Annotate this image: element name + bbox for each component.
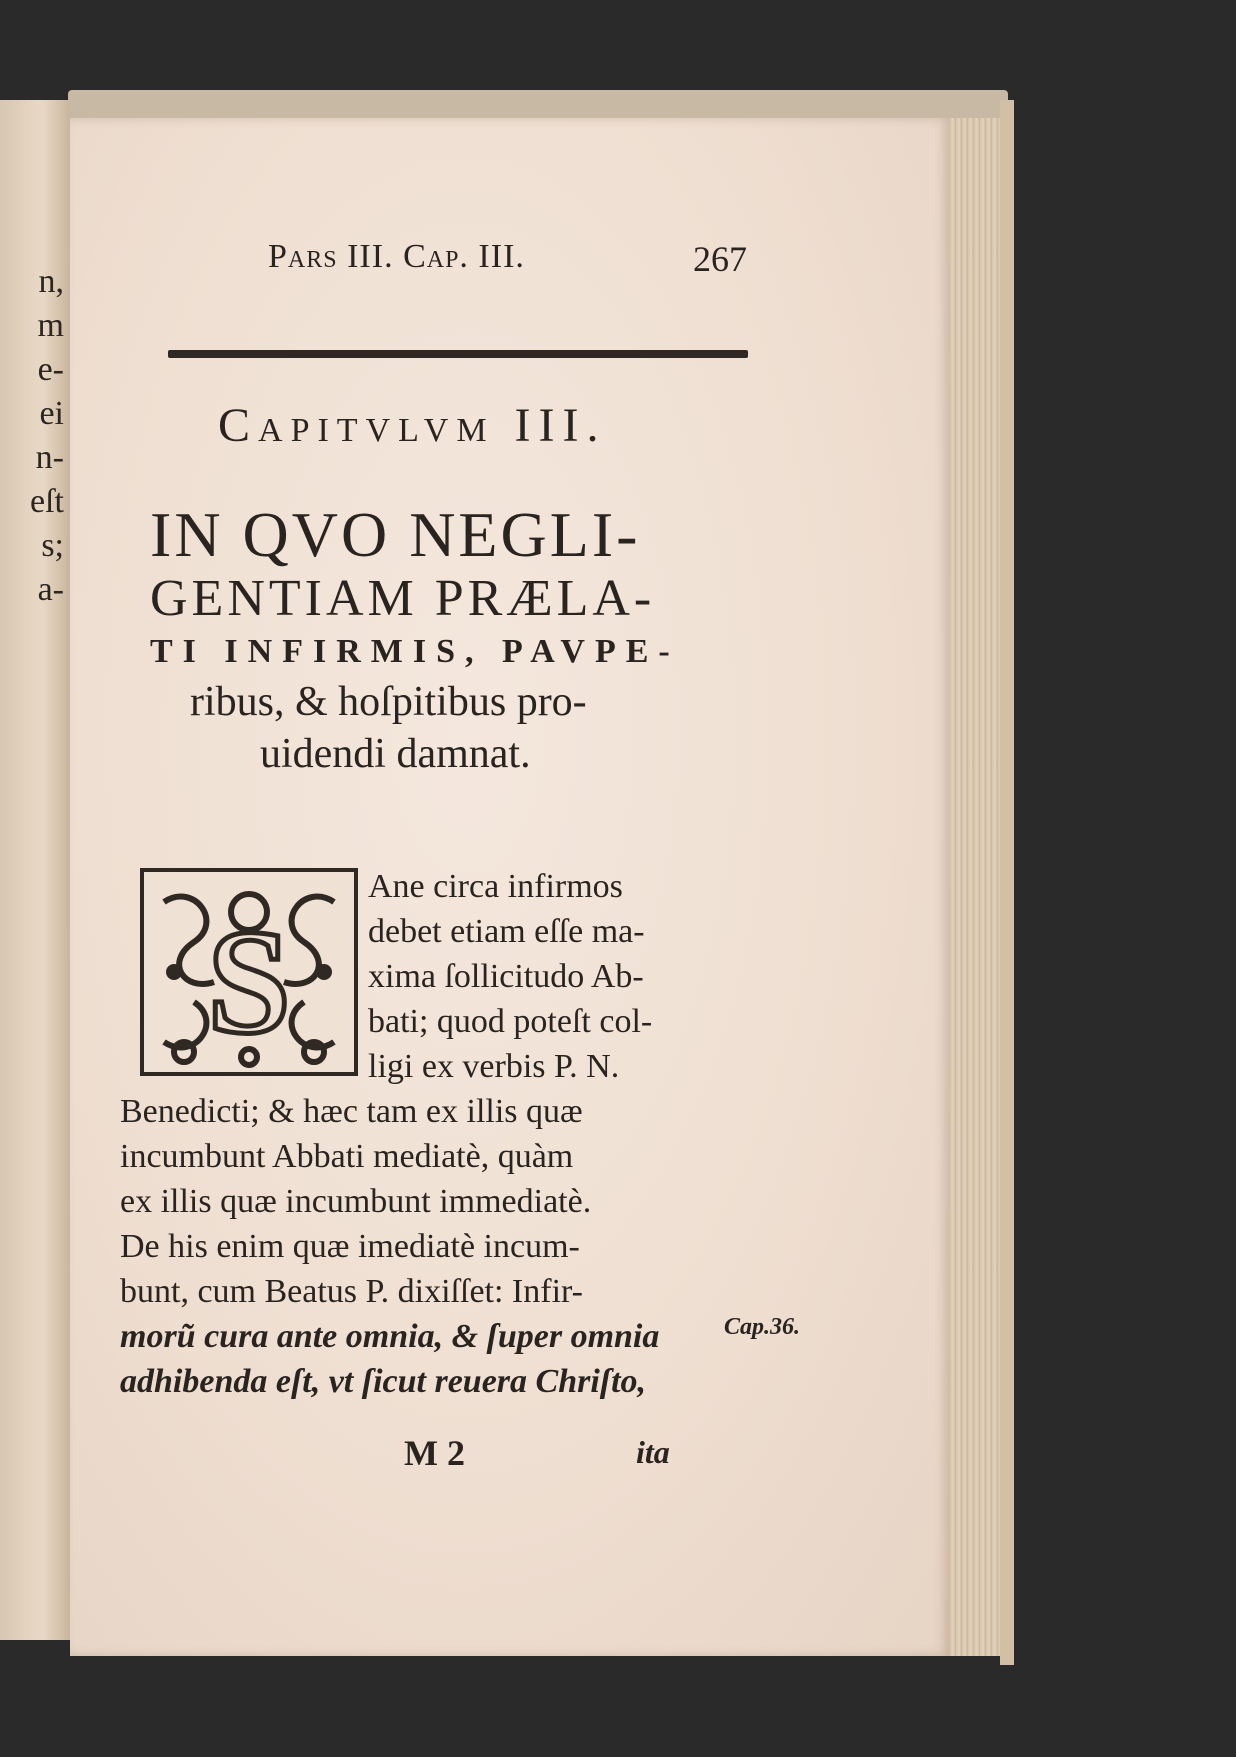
left-fragment: n- — [35, 439, 64, 476]
running-head: Pars III. Cap. III. — [268, 238, 525, 275]
body-line: bati; quod poteſt col- — [368, 1003, 653, 1040]
header-rule — [168, 350, 748, 358]
drop-cap-letter: S — [207, 899, 291, 1065]
chapter-heading — [150, 500, 770, 780]
left-page-edge — [0, 100, 72, 1640]
catchword: ita — [636, 1434, 670, 1470]
body-line: ex illis quæ incumbunt immediatè. — [120, 1183, 592, 1220]
heading-line: ribus, & hoſpitibus pro- — [190, 679, 587, 725]
body-line: debet etiam eſſe ma- — [368, 913, 645, 950]
marginal-note: Cap.36. — [724, 1314, 801, 1340]
left-fragment: m — [37, 307, 64, 344]
body-line: Benedicti; & hæc tam ex illis quæ — [120, 1093, 583, 1130]
body-line: bunt, cum Beatus P. dixiſſet: Infir- — [120, 1273, 583, 1310]
body-line: incumbunt Abbati mediatè, quàm — [120, 1138, 574, 1175]
page-edges — [950, 118, 1003, 1656]
left-fragment: ei — [39, 395, 64, 432]
left-fragment: e- — [37, 351, 64, 388]
left-fragment: s; — [41, 527, 64, 564]
page-number: 267 — [693, 239, 747, 279]
body-line: xima ſollicitudo Ab- — [368, 958, 644, 995]
body-line: ligi ex verbis P. N. — [368, 1048, 620, 1085]
body-line: De his enim quæ imediatè incum- — [120, 1228, 580, 1265]
heading-line: TI INFIRMIS, PAVPE- — [150, 633, 680, 670]
body-line: adhibenda eſt, vt ſicut reuera Chriſto, — [120, 1363, 647, 1400]
body-line: morũ cura ante omnia, & ſuper omnia — [120, 1318, 660, 1355]
chapter-title: Capitvlvm III. — [218, 399, 607, 452]
body-text — [120, 864, 730, 1404]
heading-line: uidendi damnat. — [260, 731, 531, 777]
left-fragment: n, — [38, 263, 64, 300]
left-fragment: eſt — [30, 483, 64, 520]
body-line: Ane circa infirmos — [368, 868, 623, 905]
heading-line: GENTIAM PRÆLA- — [150, 570, 656, 627]
book-cover-top — [68, 90, 1008, 120]
signature-mark: M 2 — [404, 1433, 465, 1473]
heading-line: IN QVO NEGLI- — [150, 499, 641, 570]
left-fragment: a- — [37, 571, 64, 608]
left-page-text-fragments — [30, 260, 64, 612]
book-cover-right — [1000, 100, 1014, 1665]
